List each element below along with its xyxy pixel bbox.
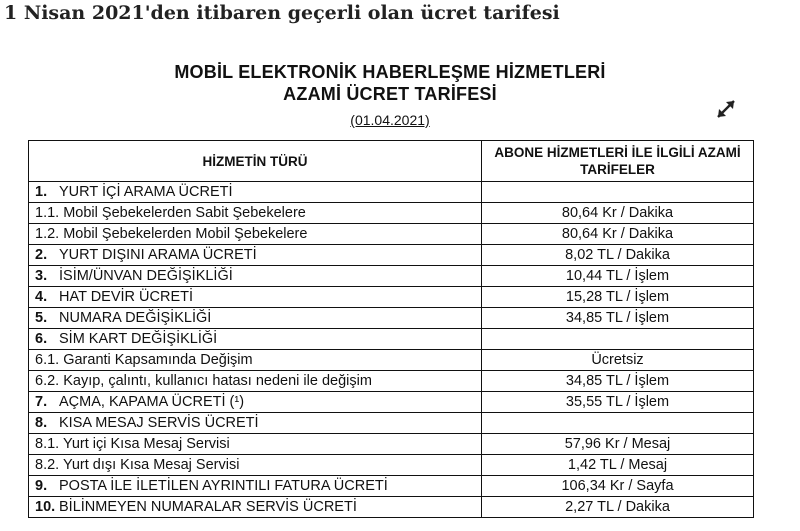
tariff-value: 34,85 TL / İşlem	[482, 308, 754, 329]
service-cell	[29, 497, 482, 518]
service-label: YURT DIŞINI ARAMA ÜCRETİ	[59, 246, 257, 263]
tariff-value: Ücretsiz	[482, 350, 754, 371]
table-row	[29, 287, 754, 308]
tariff-value: 80,64 Kr / Dakika	[482, 224, 754, 245]
header-service-type: HİZMETİN TÜRÜ	[29, 141, 482, 182]
service-label: İSİM/ÜNVAN DEĞİŞİKLİĞİ	[59, 267, 233, 284]
service-label: NUMARA DEĞİŞİKLİĞİ	[59, 309, 212, 326]
image-caption: 1 Nisan 2021'den itibaren geçerli olan ücret tarifesi	[4, 2, 560, 24]
table-header-row	[29, 141, 754, 182]
service-label: 8.2. Yurt dışı Kısa Mesaj Servisi	[35, 456, 240, 473]
service-cell	[29, 182, 482, 203]
service-label: SİM KART DEĞİŞİKLİĞİ	[59, 330, 218, 347]
row-number: 2.	[35, 246, 48, 263]
row-number: 4.	[35, 288, 48, 305]
table-row	[29, 245, 754, 266]
tariff-value: 57,96 Kr / Mesaj	[482, 434, 754, 455]
service-label: 1.2. Mobil Şebekelerden Mobil Şebekelere	[35, 225, 308, 242]
service-cell	[29, 266, 482, 287]
tariff-value: 15,28 TL / İşlem	[482, 287, 754, 308]
table-row	[29, 476, 754, 497]
table-row	[29, 308, 754, 329]
tariff-value: 8,02 TL / Dakika	[482, 245, 754, 266]
service-label: BİLİNMEYEN NUMARALAR SERVİS ÜCRETİ	[59, 498, 357, 515]
service-label: HAT DEVİR ÜCRETİ	[59, 288, 194, 305]
table-row	[29, 413, 754, 434]
table-row	[29, 392, 754, 413]
row-number: 3.	[35, 267, 48, 284]
service-cell	[29, 203, 482, 224]
service-label: 8.1. Yurt içi Kısa Mesaj Servisi	[35, 435, 230, 452]
service-cell	[29, 287, 482, 308]
row-number: 9.	[35, 477, 48, 494]
tariff-value	[482, 329, 754, 350]
service-cell	[29, 245, 482, 266]
service-label: POSTA İLE İLETİLEN AYRINTILI FATURA ÜCRETİ	[59, 477, 388, 494]
service-cell	[29, 455, 482, 476]
table-row	[29, 455, 754, 476]
service-label: YURT İÇİ ARAMA ÜCRETİ	[59, 183, 233, 200]
tariff-value: 80,64 Kr / Dakika	[482, 203, 754, 224]
table-row	[29, 497, 754, 518]
document-date: (01.04.2021)	[350, 112, 430, 128]
service-cell	[29, 392, 482, 413]
tariff-value	[482, 413, 754, 434]
table-row	[29, 203, 754, 224]
expand-diagonal-icon[interactable]	[712, 95, 740, 123]
service-cell	[29, 329, 482, 350]
tariff-value: 34,85 TL / İşlem	[482, 371, 754, 392]
service-cell	[29, 224, 482, 245]
service-cell	[29, 350, 482, 371]
tariff-value: 106,34 Kr / Sayfa	[482, 476, 754, 497]
table-row	[29, 329, 754, 350]
table-row	[29, 224, 754, 245]
service-cell	[29, 308, 482, 329]
table-row	[29, 266, 754, 287]
row-number: 7.	[35, 393, 48, 410]
tariff-value: 10,44 TL / İşlem	[482, 266, 754, 287]
row-number: 5.	[35, 309, 48, 326]
row-number: 6.	[35, 330, 48, 347]
service-cell	[29, 434, 482, 455]
table-row	[29, 371, 754, 392]
document-title-line2: AZAMİ ÜCRET TARİFESİ	[283, 84, 497, 104]
service-cell	[29, 371, 482, 392]
service-cell	[29, 476, 482, 497]
document-title-line1: MOBİL ELEKTRONİK HABERLEŞME HİZMETLERİ	[174, 62, 606, 82]
service-label: 6.1. Garanti Kapsamında Değişim	[35, 351, 253, 368]
tariff-table	[28, 140, 754, 518]
table-row	[29, 182, 754, 203]
service-label: 1.1. Mobil Şebekelerden Sabit Şebekelere	[35, 204, 306, 221]
service-label: AÇMA, KAPAMA ÜCRETİ (¹)	[59, 393, 245, 410]
tariff-value: 2,27 TL / Dakika	[482, 497, 754, 518]
tariff-table-body	[29, 182, 754, 518]
tariff-value	[482, 182, 754, 203]
table-row	[29, 434, 754, 455]
header-max-tariff: ABONE HİZMETLERİ İLE İLGİLİ AZAMİ TARİFELER	[482, 141, 754, 182]
service-cell	[29, 413, 482, 434]
tariff-value: 35,55 TL / İşlem	[482, 392, 754, 413]
tariff-value: 1,42 TL / Mesaj	[482, 455, 754, 476]
row-number: 10.	[35, 498, 56, 515]
row-number: 8.	[35, 414, 48, 431]
table-row	[29, 350, 754, 371]
row-number: 1.	[35, 183, 48, 200]
service-label: 6.2. Kayıp, çalıntı, kullanıcı hatası nedeni ile değişim	[35, 372, 372, 389]
service-label: KISA MESAJ SERVİS ÜCRETİ	[59, 414, 259, 431]
